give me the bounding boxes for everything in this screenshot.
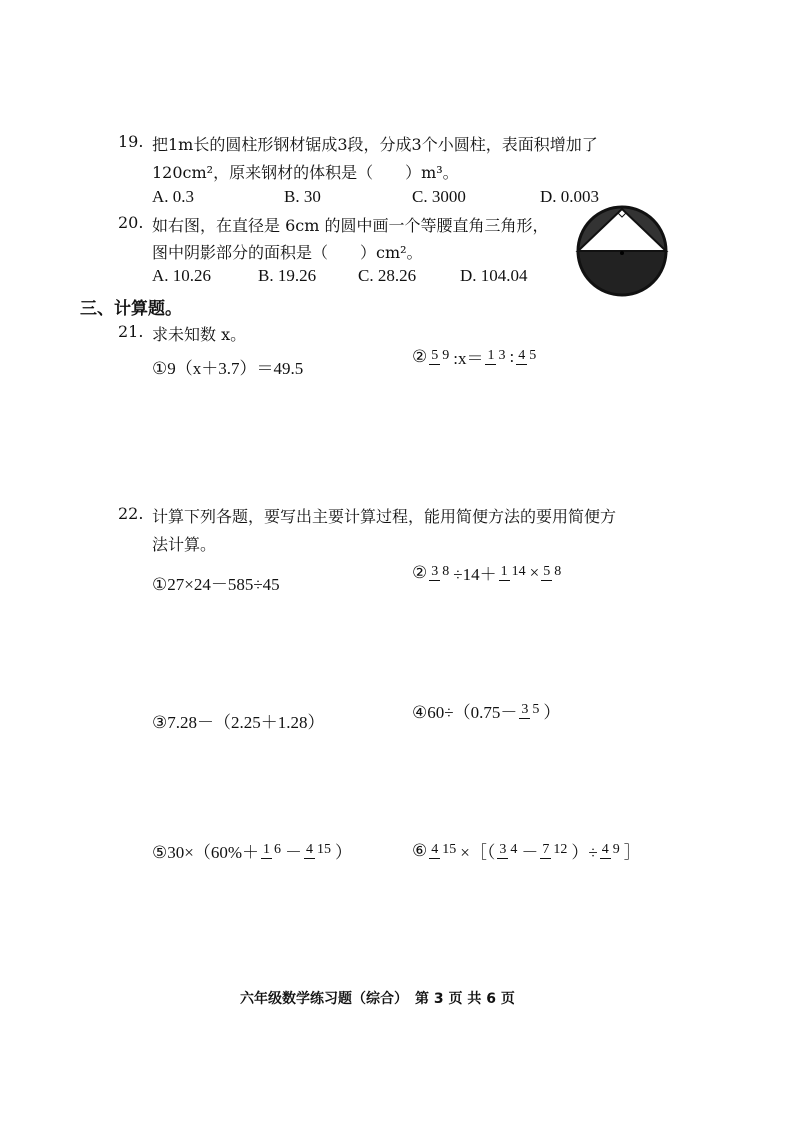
q22-p5-tail: ） [335,843,352,862]
q19-option-d: D. 0.003 [540,187,600,206]
q22-problem-3: ③7.28－（2.25＋1.28） [152,713,325,732]
fraction: 3 8 [431,564,450,579]
q22-p6-op1: ×［（ [460,843,496,862]
fraction: 4 15 [431,842,457,857]
q22-problem-4 [412,698,560,723]
q19-option-a: A. 0.3 [152,187,195,206]
fraction: 5 8 [543,564,562,579]
q21-number: 21. [118,322,144,341]
q19-option-b: B. 30 [284,187,321,206]
fraction: 7 12 [542,842,568,857]
q19-option-c: C. 3000 [412,187,466,206]
fraction: 3 5 [521,702,540,717]
fraction: 4 5 [518,348,537,363]
fraction: 3 4 [499,842,518,857]
q22-line2: 法计算。 [152,535,217,554]
q22-problem-6 [412,838,641,863]
q21-equation-1: ①9（x＋3.7）＝49.5 [152,359,304,378]
q22-p6-op3: ）÷ [571,843,598,862]
page-footer: 六年级数学练习题（综合） 第 3 页 共 6 页 [240,991,515,1007]
q22-p4-tail: ） [543,703,561,722]
q22-problem-2 [412,560,565,585]
q22-p6-op2: － [521,843,539,862]
fraction: 5 9 [431,348,450,363]
circle-triangle-figure [574,203,670,299]
fraction: 1 6 [263,842,281,857]
q20-option-a: A. 10.26 [152,266,212,285]
q22-p5-label: ⑤30×（60%＋ [152,843,259,862]
q22-problem-1: ①27×24－585÷45 [152,575,280,594]
q19-line2: 120cm²，原来钢材的体积是（ ）m³。 [152,163,459,182]
q21-equation-2 [412,344,540,369]
q22-p2-op2: × [529,562,540,582]
q22-p5-op1: － [285,843,302,862]
q21-eq2-label: ② [412,346,428,366]
q20-option-c: C. 28.26 [358,266,417,285]
fraction: 4 9 [601,842,620,857]
q21-text: 求未知数 x。 [152,325,247,344]
section-3-title: 三、计算题。 [80,299,182,319]
q22-p4-label: ④60÷（0.75－ [412,703,518,722]
q22-p6-tail: ］ [623,843,641,862]
fraction: 1 3 [487,348,506,363]
q20-option-d: D. 104.04 [460,266,528,285]
q22-p2-label: ② [412,562,428,582]
q20-line2: 图中阴影部分的面积是（ ）cm²。 [152,243,423,262]
q22-problem-5 [152,838,352,863]
q20-line1: 如右图，在直径是 6cm 的圆中画一个等腰直角三角形， [152,216,549,235]
q22-number: 22. [118,504,144,523]
q19-line1: 把1m长的圆柱形钢材锯成3段，分成3个小圆柱，表面积增加了 [152,135,598,154]
fraction: 1 14 [500,564,526,579]
q21-eq2-colon: : [509,346,515,366]
q20-option-b: B. 19.26 [258,266,317,285]
q21-eq2-mid: :x＝ [453,349,484,368]
q22-p6-label: ⑥ [412,840,428,860]
q20-number: 20. [118,213,144,232]
q22-line1: 计算下列各题，要写出主要计算过程，能用简便方法的要用简便方 [152,507,617,526]
fraction: 4 15 [306,842,331,857]
q19-number: 19. [118,132,144,151]
q22-p2-op1: ÷14＋ [453,565,497,584]
